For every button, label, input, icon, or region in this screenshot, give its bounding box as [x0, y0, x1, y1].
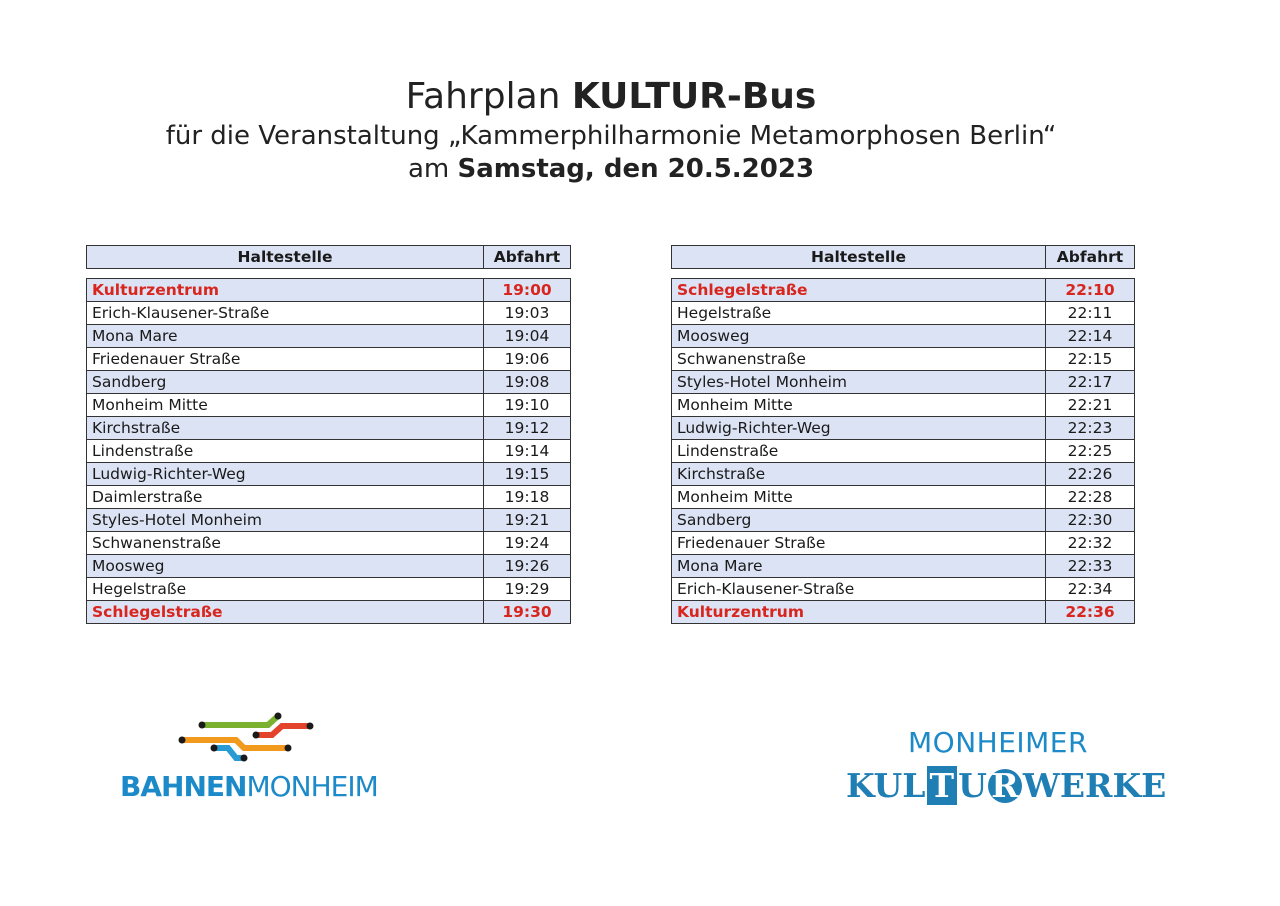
table-row — [672, 532, 1135, 555]
table-row — [672, 440, 1135, 463]
table-row — [87, 371, 571, 394]
departure-time-cell: 19:14 — [484, 440, 571, 463]
table-row — [87, 578, 571, 601]
kulturwerke-letter-rest: WERKE — [1022, 766, 1167, 805]
departure-time-cell: 22:33 — [1046, 555, 1135, 578]
departure-time-cell: 22:17 — [1046, 371, 1135, 394]
departure-time-cell: 19:24 — [484, 532, 571, 555]
departure-time-cell: 22:23 — [1046, 417, 1135, 440]
page-header — [0, 74, 1222, 186]
table-row — [672, 325, 1135, 348]
spacer-cell — [484, 269, 571, 279]
table-row — [672, 486, 1135, 509]
stop-name-cell: Ludwig-Richter-Weg — [672, 417, 1046, 440]
stop-name-cell: Friedenauer Straße — [87, 348, 484, 371]
stop-name-cell: Friedenauer Straße — [672, 532, 1046, 555]
table-row — [672, 394, 1135, 417]
stop-name-cell: Moosweg — [672, 325, 1046, 348]
column-header-departure: Abfahrt — [484, 246, 571, 269]
table-row — [672, 578, 1135, 601]
departure-time-cell: 19:08 — [484, 371, 571, 394]
table-row — [672, 279, 1135, 302]
return-rows — [672, 269, 1135, 624]
table-row — [672, 348, 1135, 371]
stop-name-cell: Sandberg — [672, 509, 1046, 532]
stop-name-cell: Monheim Mitte — [87, 394, 484, 417]
column-header-stop: Haltestelle — [87, 246, 484, 269]
kulturwerke-letter-k: K — [846, 766, 874, 805]
departure-time-cell: 22:15 — [1046, 348, 1135, 371]
bahnen-monheim-logo — [120, 708, 390, 808]
date-bold: Samstag, den 20.5.2023 — [457, 154, 815, 184]
stop-name-cell: Kulturzentrum — [87, 279, 484, 302]
stop-name-cell: Sandberg — [87, 371, 484, 394]
departure-time-cell: 19:30 — [484, 601, 571, 624]
departure-time-cell: 22:36 — [1046, 601, 1135, 624]
kulturwerke-letter-t: T — [927, 766, 958, 805]
table-row — [672, 302, 1135, 325]
table-row — [672, 555, 1135, 578]
date-prefix: am — [407, 154, 450, 184]
kulturwerke-letter-u2: U — [958, 766, 987, 805]
event-date — [0, 153, 1222, 186]
departure-time-cell: 19:29 — [484, 578, 571, 601]
stop-name-cell: Schlegelstraße — [87, 601, 484, 624]
stop-name-cell: Styles-Hotel Monheim — [672, 371, 1046, 394]
departure-time-cell: 19:00 — [484, 279, 571, 302]
monheimer-kulturwerke-logo — [846, 726, 1167, 816]
departure-time-cell: 22:34 — [1046, 578, 1135, 601]
table-row — [672, 463, 1135, 486]
departure-time-cell: 22:11 — [1046, 302, 1135, 325]
spacer-cell — [1046, 269, 1135, 279]
column-header-stop: Haltestelle — [672, 246, 1046, 269]
departure-time-cell: 22:10 — [1046, 279, 1135, 302]
table-header-row — [672, 246, 1135, 269]
stop-name-cell: Kulturzentrum — [672, 601, 1046, 624]
stop-name-cell: Monheim Mitte — [672, 394, 1046, 417]
departure-time-cell: 19:03 — [484, 302, 571, 325]
table-row — [87, 279, 571, 302]
page-title — [0, 74, 1222, 120]
table-spacer-row — [672, 269, 1135, 279]
stop-name-cell: Kirchstraße — [87, 417, 484, 440]
table-row — [87, 555, 571, 578]
bahnen-wordmark-light: MONHEIM — [246, 770, 378, 803]
network-lines-icon — [178, 712, 318, 768]
table-row — [87, 463, 571, 486]
departure-time-cell: 22:28 — [1046, 486, 1135, 509]
stop-name-cell: Erich-Klausener-Straße — [87, 302, 484, 325]
spacer-cell — [87, 269, 484, 279]
departure-time-cell: 19:06 — [484, 348, 571, 371]
stop-name-cell: Schwanenstraße — [672, 348, 1046, 371]
stop-name-cell: Lindenstraße — [672, 440, 1046, 463]
departure-time-cell: 19:04 — [484, 325, 571, 348]
stop-name-cell: Monheim Mitte — [672, 486, 1046, 509]
table-row — [87, 440, 571, 463]
departure-time-cell: 19:26 — [484, 555, 571, 578]
bahnen-monheim-wordmark — [120, 770, 378, 803]
table-header-row — [87, 246, 571, 269]
stop-name-cell: Schlegelstraße — [672, 279, 1046, 302]
title-prefix: Fahrplan — [405, 76, 561, 117]
table-row — [672, 417, 1135, 440]
title-bold: KULTUR-Bus — [571, 76, 817, 117]
return-timetable — [671, 245, 1135, 624]
table-row — [87, 509, 571, 532]
stop-name-cell: Lindenstraße — [87, 440, 484, 463]
table-row — [87, 417, 571, 440]
table-row — [87, 348, 571, 371]
departure-time-cell: 19:15 — [484, 463, 571, 486]
table-row — [87, 486, 571, 509]
departure-time-cell: 22:30 — [1046, 509, 1135, 532]
stop-name-cell: Erich-Klausener-Straße — [672, 578, 1046, 601]
outbound-rows — [87, 269, 571, 624]
departure-time-cell: 22:26 — [1046, 463, 1135, 486]
table-spacer-row — [87, 269, 571, 279]
table-row — [87, 601, 571, 624]
kulturwerke-letter-l: L — [902, 766, 926, 805]
outbound-timetable — [86, 245, 571, 624]
stop-name-cell: Schwanenstraße — [87, 532, 484, 555]
departure-time-cell: 19:10 — [484, 394, 571, 417]
stop-name-cell: Hegelstraße — [672, 302, 1046, 325]
spacer-cell — [672, 269, 1046, 279]
table-row — [672, 509, 1135, 532]
event-subtitle: für die Veranstaltung „Kammerphilharmonie Metamorphosen Berlin“ — [165, 121, 1057, 151]
departure-time-cell: 22:25 — [1046, 440, 1135, 463]
stop-name-cell: Mona Mare — [672, 555, 1046, 578]
stop-name-cell: Mona Mare — [87, 325, 484, 348]
departure-time-cell: 22:21 — [1046, 394, 1135, 417]
departure-time-cell: 19:12 — [484, 417, 571, 440]
stop-name-cell: Moosweg — [87, 555, 484, 578]
table-row — [87, 394, 571, 417]
kulturwerke-top-word: MONHEIMER — [908, 726, 1088, 759]
table-row — [87, 325, 571, 348]
departure-time-cell: 22:32 — [1046, 532, 1135, 555]
bahnen-wordmark-bold: BAHNEN — [120, 770, 247, 803]
kulturwerke-letter-u: U — [873, 766, 903, 805]
stop-name-cell: Ludwig-Richter-Weg — [87, 463, 484, 486]
kulturwerke-letter-r: R — [988, 769, 1022, 803]
departure-time-cell: 19:18 — [484, 486, 571, 509]
table-row — [672, 371, 1135, 394]
column-header-departure: Abfahrt — [1046, 246, 1135, 269]
departure-time-cell: 22:14 — [1046, 325, 1135, 348]
stop-name-cell: Styles-Hotel Monheim — [87, 509, 484, 532]
kulturwerke-wordmark — [846, 766, 1166, 805]
stop-name-cell: Kirchstraße — [672, 463, 1046, 486]
departure-time-cell: 19:21 — [484, 509, 571, 532]
table-row — [87, 532, 571, 555]
stop-name-cell: Daimlerstraße — [87, 486, 484, 509]
stop-name-cell: Hegelstraße — [87, 578, 484, 601]
table-row — [87, 302, 571, 325]
table-row — [672, 601, 1135, 624]
